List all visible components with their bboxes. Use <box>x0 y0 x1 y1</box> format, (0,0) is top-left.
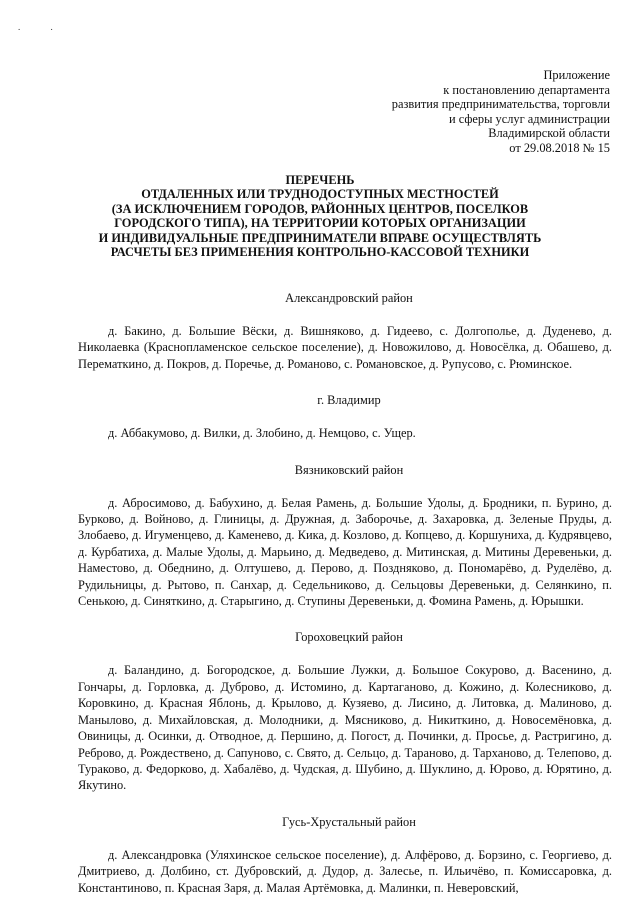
region-localities: д. Аббакумово, д. Вилки, д. Злобино, д. Немцово, с. Ущер. <box>108 426 416 441</box>
title-line: ОТДАЛЕННЫХ ИЛИ ТРУДНОДОСТУПНЫХ МЕСТНОСТЕЙ <box>141 187 499 202</box>
document-title <box>60 173 580 259</box>
title-line: И ИНДИВИДУАЛЬНЫЕ ПРЕДПРИНИМАТЕЛИ ВПРАВЕ ОСУЩЕСТВЛЯТЬ <box>98 230 542 245</box>
region-section <box>78 815 612 896</box>
region-name: Гороховецкий район <box>295 630 403 645</box>
regions-list <box>78 291 612 896</box>
title-line: (ЗА ИСКЛЮЧЕНИЕМ ГОРОДОВ, РАЙОННЫХ ЦЕНТРОВ, ПОСЕЛКОВ <box>111 201 529 216</box>
region-localities: д. Александровка (Уляхинское сельское поселение), д. Алфёрово, д. Борзино, с. Георгиево, д. Дмитриево, д. Долбино, ст. Дубровский, д. Дудор, д. Залесье, п. Ильичёво, п. Комиссаровка, д. Константиново, п. Красная Заря, д. Малая Артёмовка, д. Малинки, п. Неверовский, <box>78 847 612 895</box>
appendix-line: к постановлению департамента <box>443 82 610 97</box>
appendix-line: Владимирской области <box>488 126 610 141</box>
title-line: РАСЧЕТЫ БЕЗ ПРИМЕНЕНИЯ КОНТРОЛЬНО-КАССОВОЙ ТЕХНИКИ <box>110 245 530 260</box>
region-name: Александровский район <box>285 291 413 305</box>
title-line: ПЕРЕЧЕНЬ <box>285 173 355 187</box>
appendix-line: развития предпринимательства, торговли <box>391 97 610 112</box>
region-section <box>78 630 612 793</box>
appendix-date-number: от 29.08.2018 № 15 <box>509 140 610 155</box>
region-name: Гусь-Хрустальный район <box>282 814 416 829</box>
region-section <box>78 291 612 372</box>
title-line: ГОРОДСКОГО ТИПА), НА ТЕРРИТОРИИ КОТОРЫХ ОРГАНИЗАЦИИ <box>114 216 526 231</box>
appendix-line: и сферы услуг администрации <box>449 111 610 126</box>
region-name: г. Владимир <box>317 393 381 408</box>
scan-marks: . . <box>18 22 67 32</box>
region-localities: д. Абросимово, д. Бабухино, д. Белая Рамень, д. Большие Удолы, д. Бродники, п. Бурино, д. Бурково, д. Войново, д. Глиницы, д. Дружная, д. Заборочье, д. Захаровка, д. Зеленые Пруды, д. Злобаево, д. Игуменцево, д. Каменево, д. Кика, д. Козлово, д. Копцево, д. Коршуниха, д. Кудрявцево, д. Курбатиха, д. Малые Удолы, д. Марьино, д. Медведево, д. Митинская, д. Митины Деревеньки, д. Наместово, д. Обеднино, д. Олтушево, д. Перово, д. Поздняково, д. Пономарёво, д. Руделёво, д. Рудильницы, д. Рытово, п. Санхар, д. Седельниково, д. Сельцовы Деревеньки, д. Селянкино, п. Сенькою, д. Синяткино, д. Старыгино, д. Ступины Деревеньки, д. Фомина Рамень, д. Юрышки. <box>78 495 612 609</box>
region-name: Вязниковский район <box>294 462 404 477</box>
appendix-line: Приложение <box>543 68 610 82</box>
region-localities: д. Баландино, д. Богородское, д. Большие Лужки, д. Большое Сокурово, д. Васенино, д. Гончары, д. Горловка, д. Дуброво, д. Истомино, д. Картаганово, д. Кожино, д. Колесниково, д. Коровкино, д. Красная Яблонь, д. Крылово, д. Кузяево, д. Лисино, д. Литовка, д. Малиново, д. Манылово, д. Михайловская, д. Молодники, д. Мясниково, д. Никиткино, д. Новосемёновка, д. Овиницы, д. Осинки, д. Отводное, д. Першино, д. Погост, д. Починки, д. Просье, д. Растригино, д. Реброво, д. Рождествено, д. Сапуново, с. Свято, д. Сельцо, д. Тараново, д. Тарханово, д. Телепово, д. Тураково, д. Федорково, д. Хабалёво, д. Чудская, д. Шубино, д. Шуклино, д. Юрово, д. Юрятино, д. Якутино. <box>78 663 612 793</box>
appendix-header <box>310 68 610 156</box>
region-localities: д. Бакино, д. Большие Вёски, д. Вишняково, д. Гидеево, с. Долгополье, д. Дуденево, д. Николаевка (Краснопламенское сельское поселение), д. Новожилово, д. Новосёлка, д. Обашево, д. Перематкино, д. Покров, д. Поречье, д. Романово, с. Романовское, д. Рупусово, с. Рюминское. <box>78 324 612 371</box>
region-section <box>78 463 612 610</box>
region-section <box>78 393 612 441</box>
